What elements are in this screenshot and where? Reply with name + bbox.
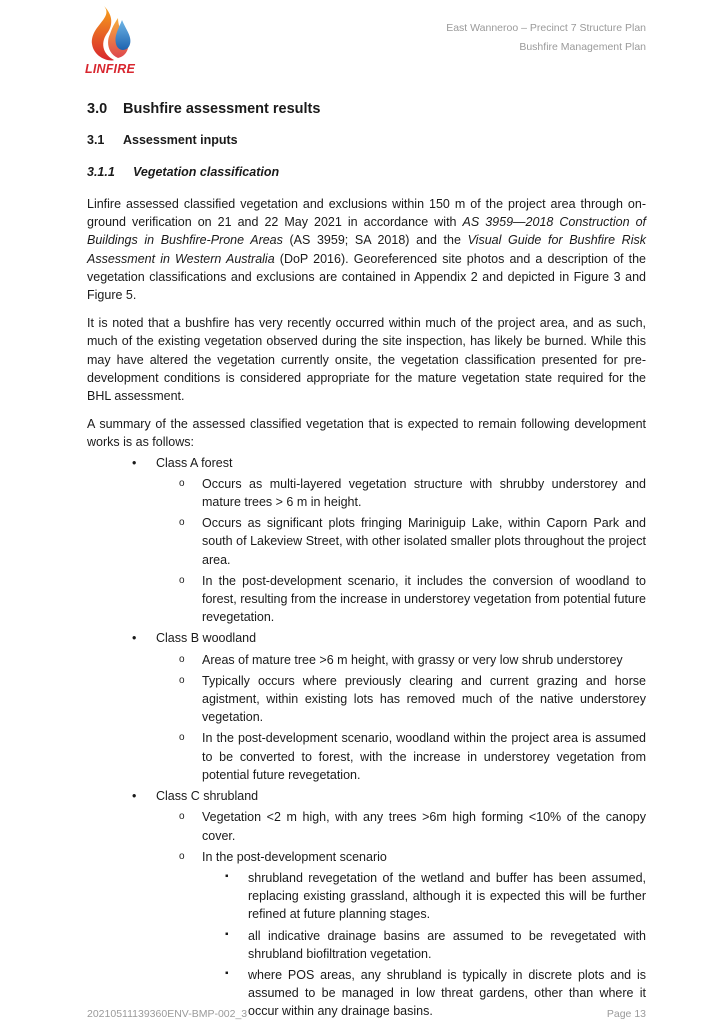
subsection-number: 3.1 xyxy=(87,133,105,147)
square-bullet: ▪ xyxy=(225,870,229,882)
class-b-details xyxy=(87,651,646,784)
flame-drop-icon xyxy=(84,4,136,64)
square-bullet: ▪ xyxy=(225,928,229,940)
bullet: • xyxy=(132,455,137,470)
list-item-text: all indicative drainage basins are assumed to be revegetated with shrubland biofiltration vegetation. xyxy=(248,928,646,961)
list-item-text: In the post-development scenario, woodland within the project area is assumed to be converted to forest, with the increase in understorey vegetation from potential future revegetation. xyxy=(202,731,646,782)
page-body xyxy=(87,99,646,1024)
sub-bullet: o xyxy=(179,517,185,529)
page-number: Page 13 xyxy=(606,1008,646,1020)
list-item xyxy=(156,808,646,844)
list-item xyxy=(156,572,646,627)
vegetation-class-list xyxy=(87,454,646,1021)
header-document-title: Bushfire Management Plan xyxy=(519,41,646,53)
square-bullet: ▪ xyxy=(225,967,229,979)
para1-text-c: (AS 3959; SA 2018) and the xyxy=(282,233,468,248)
list-item-text: shrubland revegetation of the wetland and buffer has been assumed, replacing existing grassland, although it is expected this will be further refined at future planning stages. xyxy=(248,870,646,922)
para1-text-a: Linfire assessed classified vegetation and exclusions within 150 m of the project area through on-ground verification on 21 and 22 May 2021 in accordance with xyxy=(87,197,646,230)
section-number: 3.0 xyxy=(87,101,108,117)
list-item-text: where POS areas, any shrubland is typically in discrete plots and is assumed to be managed in low threat gardens, other than where it occur within any drainage basins. xyxy=(248,967,646,1019)
sub-bullet: o xyxy=(179,477,185,489)
list-item-class-b xyxy=(87,629,646,784)
class-b-label: Class B woodland xyxy=(156,631,257,646)
linfire-logo xyxy=(84,4,136,80)
list-item xyxy=(202,966,646,1021)
section-heading xyxy=(87,99,646,119)
list-item xyxy=(202,927,646,963)
paragraph-assessment xyxy=(87,195,646,304)
sub-bullet: o xyxy=(179,811,185,823)
list-item-text: In the post-development scenario, it includes the conversion of woodland to forest, resulting from the increase in understorey vegetation from potential future revegetation. xyxy=(202,573,646,625)
subsection-heading xyxy=(87,131,646,149)
class-a-details xyxy=(87,475,646,627)
sub-bullet: o xyxy=(179,653,185,665)
header-project-title: East Wanneroo – Precinct 7 Structure Plan xyxy=(446,22,646,34)
paragraph-summary-intro: A summary of the assessed classified vegetation that is expected to remain following development works is as follows: xyxy=(87,417,646,450)
list-item-text: Occurs as multi-layered vegetation structure with shrubby understorey and mature trees > 6 m in height. xyxy=(202,476,646,510)
post-development-details xyxy=(202,869,646,1021)
sub-bullet: o xyxy=(179,850,185,862)
class-c-details xyxy=(87,808,646,1020)
para1-guide-title: Visual Guide for Bushfire Risk Assessment in Western Australia xyxy=(87,233,646,266)
list-item xyxy=(156,672,646,727)
subsubsection-number: 3.1.1 xyxy=(87,165,115,179)
sub-bullet: o xyxy=(179,574,185,586)
sub-bullet: o xyxy=(179,674,185,686)
subsubsection-title: Vegetation classification xyxy=(133,165,280,179)
section-title: Bushfire assessment results xyxy=(123,101,321,117)
para1-text-e: (DoP 2016). Georeferenced site photos and a description of the vegetation classifications and exclusions are contained in Appendix 2 and depicted in Figure 3 and Figure 5. xyxy=(87,251,646,303)
list-item-text: Typically occurs where previously clearing and current grazing and horse agistment, within existing lots has removed much of the native understorey vegetation. xyxy=(202,673,646,725)
list-item xyxy=(156,651,646,669)
running-header xyxy=(446,19,646,57)
paragraph-bushfire-note: It is noted that a bushfire has very recently occurred within much of the project area, and as such, much of the existing vegetation observed during the site inspection, has likely be burned. While this may have altered the vegetation currently onsite, the vegetation classification presented for pre-development conditions is considered appropriate for the mature vegetation state required for the BHL assessment. xyxy=(87,316,646,404)
list-item-class-c xyxy=(87,787,646,1020)
list-item xyxy=(156,514,646,569)
subsubsection-heading xyxy=(87,163,646,181)
subsection-title: Assessment inputs xyxy=(123,133,238,147)
document-id: 20210511139360ENV-BMP-002_3 xyxy=(87,1008,248,1020)
list-item xyxy=(202,869,646,924)
list-item-text: Areas of mature tree >6 m height, with grassy or very low shrub understorey xyxy=(202,652,623,667)
list-item-class-a xyxy=(87,454,646,627)
class-c-label: Class C shrubland xyxy=(156,789,259,804)
class-a-label: Class A forest xyxy=(156,455,233,470)
list-item xyxy=(156,729,646,784)
bullet: • xyxy=(132,789,137,804)
bullet: • xyxy=(132,631,137,646)
list-item-text: Occurs as significant plots fringing Mariniguip Lake, within Caporn Park and south of Lakeview Street, with other isolated smaller plots throughout the project area. xyxy=(202,516,646,567)
list-item-text: Vegetation <2 m high, with any trees >6m high forming <10% of the canopy cover. xyxy=(202,810,646,843)
list-item xyxy=(156,475,646,511)
sub-bullet: o xyxy=(179,732,185,744)
list-item xyxy=(156,848,646,1021)
list-item-text: In the post-development scenario xyxy=(202,849,387,864)
logo-wordmark: LINFIRE xyxy=(84,62,135,76)
para1-standard-title: AS 3959—2018 Construction of Buildings in Bushfire-Prone Areas xyxy=(87,215,646,248)
